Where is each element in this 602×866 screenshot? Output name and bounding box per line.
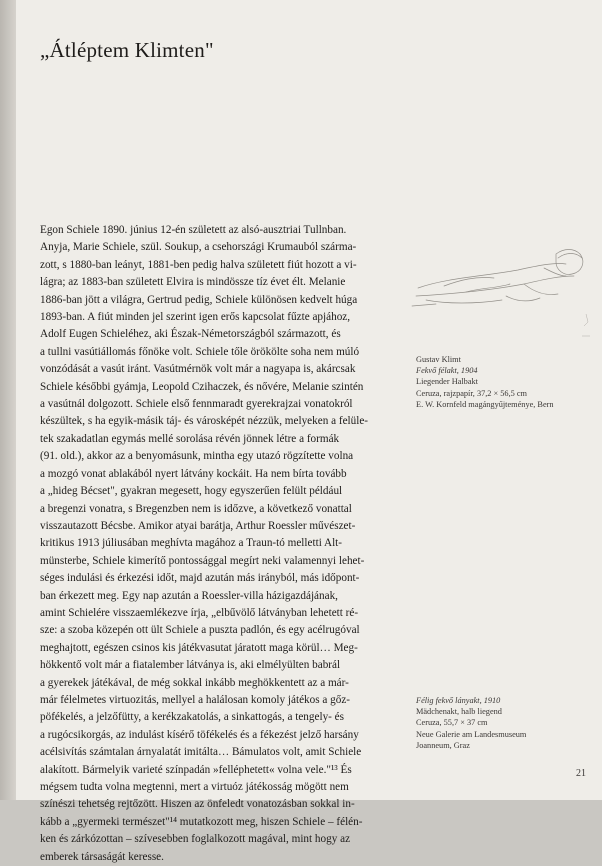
body-line: acélsivítás számtalan árnyalatát imitálta… Bámulatos volt, amit Schiele <box>40 746 362 759</box>
body-line: a bregenzi vonatra, s Bregenzben nem is időzve, a következő vonattal <box>40 502 352 515</box>
caption-line: Neue Galerie am Landesmuseum <box>416 729 527 739</box>
body-line: alakított. Bármelyik varieté színpadán »felléphetett« volna vele."¹³ És <box>40 763 352 776</box>
caption-line: Ceruza, 55,7 × 37 cm <box>416 718 488 728</box>
body-line: Schiele későbbi gyámja, Leopold Czihaczek, és nővére, Melanie szintén <box>40 380 364 393</box>
body-line: 1893-ban. A fiút minden jel szerint igen erős kapcsolat fűzte apjához, <box>40 311 351 324</box>
body-line: színészi tehetség rejtőzött. Hiszen az önfeledt vonatozásban sokkal in- <box>40 798 355 811</box>
body-line: ban érkezett meg. Egy nap azután a Roessler-villa házigazdájának, <box>40 589 338 602</box>
body-line: lágra; az 1883-ban született Elvira is mindössze tíz évet élt. Melanie <box>40 276 346 289</box>
body-line: séges indulási és érkezési időt, majd azután más irányból, más időpont- <box>40 572 360 585</box>
page-number: 21 <box>576 768 586 779</box>
reclining-figure-sketch <box>406 218 596 350</box>
body-line: készültek, s ha egyik-másik táj- és városképét nézzük, melyeken a felüle- <box>40 415 369 428</box>
caption-line: Mädchenakt, halb liegend <box>416 707 502 717</box>
chapter-title: „Átléptem Klimten" <box>40 38 214 62</box>
body-line: Anyja, Marie Schiele, szül. Soukup, a csehországi Krumauból szárma- <box>40 241 357 254</box>
caption-line: E. W. Kornfeld magángyűjteménye, Bern <box>416 399 554 409</box>
body-line: (91. old.), akkor az a benyomásunk, mintha egy utazó rögzítette volna <box>40 450 354 463</box>
body-line: münsterbe, Schiele kimerítő pontossággal megírt neki valamennyi lehet- <box>40 554 365 567</box>
body-line: zott, s 1880-ban leányt, 1881-ben pedig halva született fiút hozott a vi- <box>40 258 357 271</box>
caption-line: Fekvő félakt, 1904 <box>416 366 478 376</box>
body-text <box>40 222 396 866</box>
body-line: amint Schielére visszaemlékezve írja, „elbűvölő látványban lehetett ré- <box>40 606 359 619</box>
book-spine-shadow <box>0 0 16 800</box>
book-page <box>16 0 602 863</box>
caption-line: Liegender Halbakt <box>416 377 478 387</box>
body-line: ken és zárkózottan – szívesebben foglalkozott magával, mint hogy az <box>40 833 351 846</box>
body-line: a tullni vasútiállomás főnöke volt. Schiele tőle örökölte soha nem múló <box>40 345 360 358</box>
body-line: sze: a szoba közepén ott ült Schiele a puszta padlón, és egy acélrugóval <box>40 624 360 637</box>
body-line: 1886-ban jött a világra, Gertrud pedig, Schiele különösen kedvelt húga <box>40 293 358 306</box>
body-line: a rugócsikorgás, az indulást kísérő töfékelés és a fékezést jelző harsány <box>40 728 359 741</box>
body-line: mégsem tudta volna megtenni, mert a virtuóz játékosság mögött nem <box>40 781 349 793</box>
caption-line: Félig fekvő lányakt, 1910 <box>416 696 501 705</box>
body-line: pöfékelés, a jelzőfütty, a kerékzakatolás, a sinkattogás, a tengely- és <box>40 711 345 724</box>
body-line: Egon Schiele 1890. június 12-én született az alsó-ausztriai Tullnban. <box>40 224 347 236</box>
caption-line: Joanneum, Graz <box>416 740 470 750</box>
caption-klimt-drawing <box>416 354 601 410</box>
body-line: már félelmetes virtuozitás, mellyel a halálosan komoly játékos a gőz- <box>40 693 351 706</box>
body-line: a mozgó vonat ablakából nyert látvány kockáit. Ha nem bírta tovább <box>40 467 347 480</box>
body-line: meghajtott, egészen csinos kis játékvasutat járatott maga körül… Meg- <box>40 641 358 654</box>
body-line: Adolf Eugen Schieléhez, aki Észak-Németországból származott, és <box>40 328 341 341</box>
body-line: a „hideg Bécset", gyakran megesett, hogy egyszerűen felült például <box>40 485 343 498</box>
caption-line: Gustav Klimt <box>416 355 461 364</box>
body-line: vonzódását a vasút iránt. Vasútmérnök volt már a nagyapa is, akárcsak <box>40 363 356 376</box>
body-line: emberek társaságát keresse. <box>40 850 164 863</box>
body-line: kritikus 1913 júliusában meghívta magához a Traun-tó melletti Alt- <box>40 537 343 550</box>
body-line: hökkentő volt már a fiatalember látványa is, aki elmélyülten babrál <box>40 659 341 672</box>
caption-schiele-drawing <box>416 695 601 751</box>
body-line: a gyerekek játékával, de még sokkal inkább meghökkentett az a már- <box>40 676 349 689</box>
caption-line: Ceruza, rajzpapír, 37,2 × 56,5 cm <box>416 388 528 398</box>
body-line: visszautazott Bécsbe. Amikor atyai barátja, Arthur Roessler művészet- <box>40 519 356 532</box>
body-line: a vasútnál dolgozott. Schiele első fennmaradt gyerekrajzai vonatokról <box>40 398 353 411</box>
body-line: kább a „gyermeki természet"¹⁴ mutatkozott meg, hiszen Schiele – félén- <box>40 815 363 828</box>
body-line: tek szakadatlan egymás mellé sorolása révén jönnek létre a formák <box>40 432 340 445</box>
